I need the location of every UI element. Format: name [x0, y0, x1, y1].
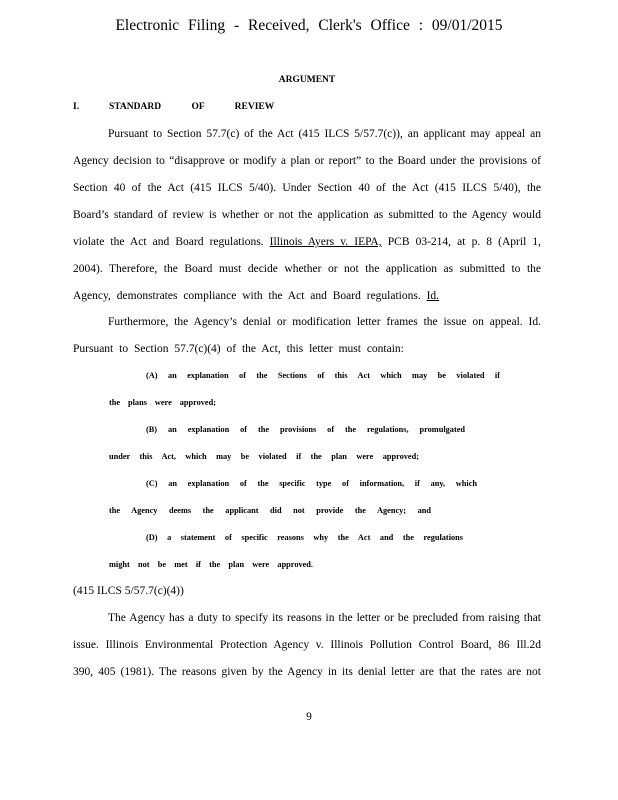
paragraph-line: Pursuant to Section 57.7(c)(4) of the Act, this letter must contain:	[73, 343, 404, 355]
list-item-b-line1: (B) an explanation of the provisions of the regulations, promulgated	[146, 425, 465, 434]
paragraph-line: The Agency has a duty to specify its reasons in the letter or be precluded from raising that	[108, 612, 541, 624]
list-item-d-line2: might not be met if the plan were approved.	[109, 560, 313, 569]
paragraph-line: issue. Illinois Environmental Protection Agency v. Illinois Pollution Control Board, 86 Ill.2d	[73, 639, 541, 651]
paragraph-line	[73, 288, 541, 304]
case-citation: Illinois Ayers v. IEPA,	[269, 236, 382, 248]
page-number: 9	[306, 711, 312, 723]
paragraph-line	[73, 234, 541, 250]
paragraph-line: Agency decision to “disapprove or modify a plan or report” to the Board under the provisions of	[73, 155, 541, 167]
statute-citation: (415 ILCS 5/57.7(c)(4))	[73, 585, 184, 597]
list-item-b-line2: under this Act, which may be violated if the plan were approved;	[109, 452, 419, 461]
paragraph-line: 390, 405 (1981). The reasons given by the Agency in its denial letter are that the rates are not	[73, 666, 541, 678]
argument-heading: ARGUMENT	[278, 75, 336, 85]
text-run: PCB 03-214, at p. 8 (April 1,	[387, 236, 542, 248]
list-item-c-line2: the Agency deems the applicant did not provide the Agency; and	[109, 506, 431, 515]
section-number: I.	[73, 102, 80, 112]
list-item-c-line1: (C) an explanation of the specific type of information, if any, which	[146, 479, 477, 488]
filing-stamp-header: Electronic Filing - Received, Clerk's Office : 09/01/2015	[115, 17, 503, 34]
list-item-d-line1: (D) a statement of specific reasons why the Act and the regulations	[146, 533, 463, 542]
paragraph-line: 2004). Therefore, the Board must decide whether or not the application as submitted to the	[73, 263, 541, 275]
list-item-a-line1: (A) an explanation of the Sections of this Act which may be violated if	[146, 371, 500, 380]
paragraph-line: Pursuant to Section 57.7(c) of the Act (415 ILCS 5/57.7(c)), an applicant may appeal an	[108, 128, 541, 140]
section-title: STANDARD OF REVIEW	[109, 102, 275, 112]
paragraph-line: Section 40 of the Act (415 ILCS 5/40). Under Section 40 of the Act (415 ILCS 5/40), the	[73, 182, 541, 194]
paragraph-line: Board’s standard of review is whether or not the application as submitted to the Agency would	[73, 209, 541, 221]
list-item-a-line2: the plans were approved;	[109, 398, 216, 407]
section-heading	[73, 99, 541, 115]
text-run: violate the Act and Board regulations.	[73, 236, 264, 248]
text-run: Agency, demonstrates compliance with the Act and Board regulations.	[73, 290, 421, 302]
id-citation: Id.	[426, 290, 440, 302]
paragraph-line: Furthermore, the Agency’s denial or modification letter frames the issue on appeal. Id.	[108, 316, 541, 328]
